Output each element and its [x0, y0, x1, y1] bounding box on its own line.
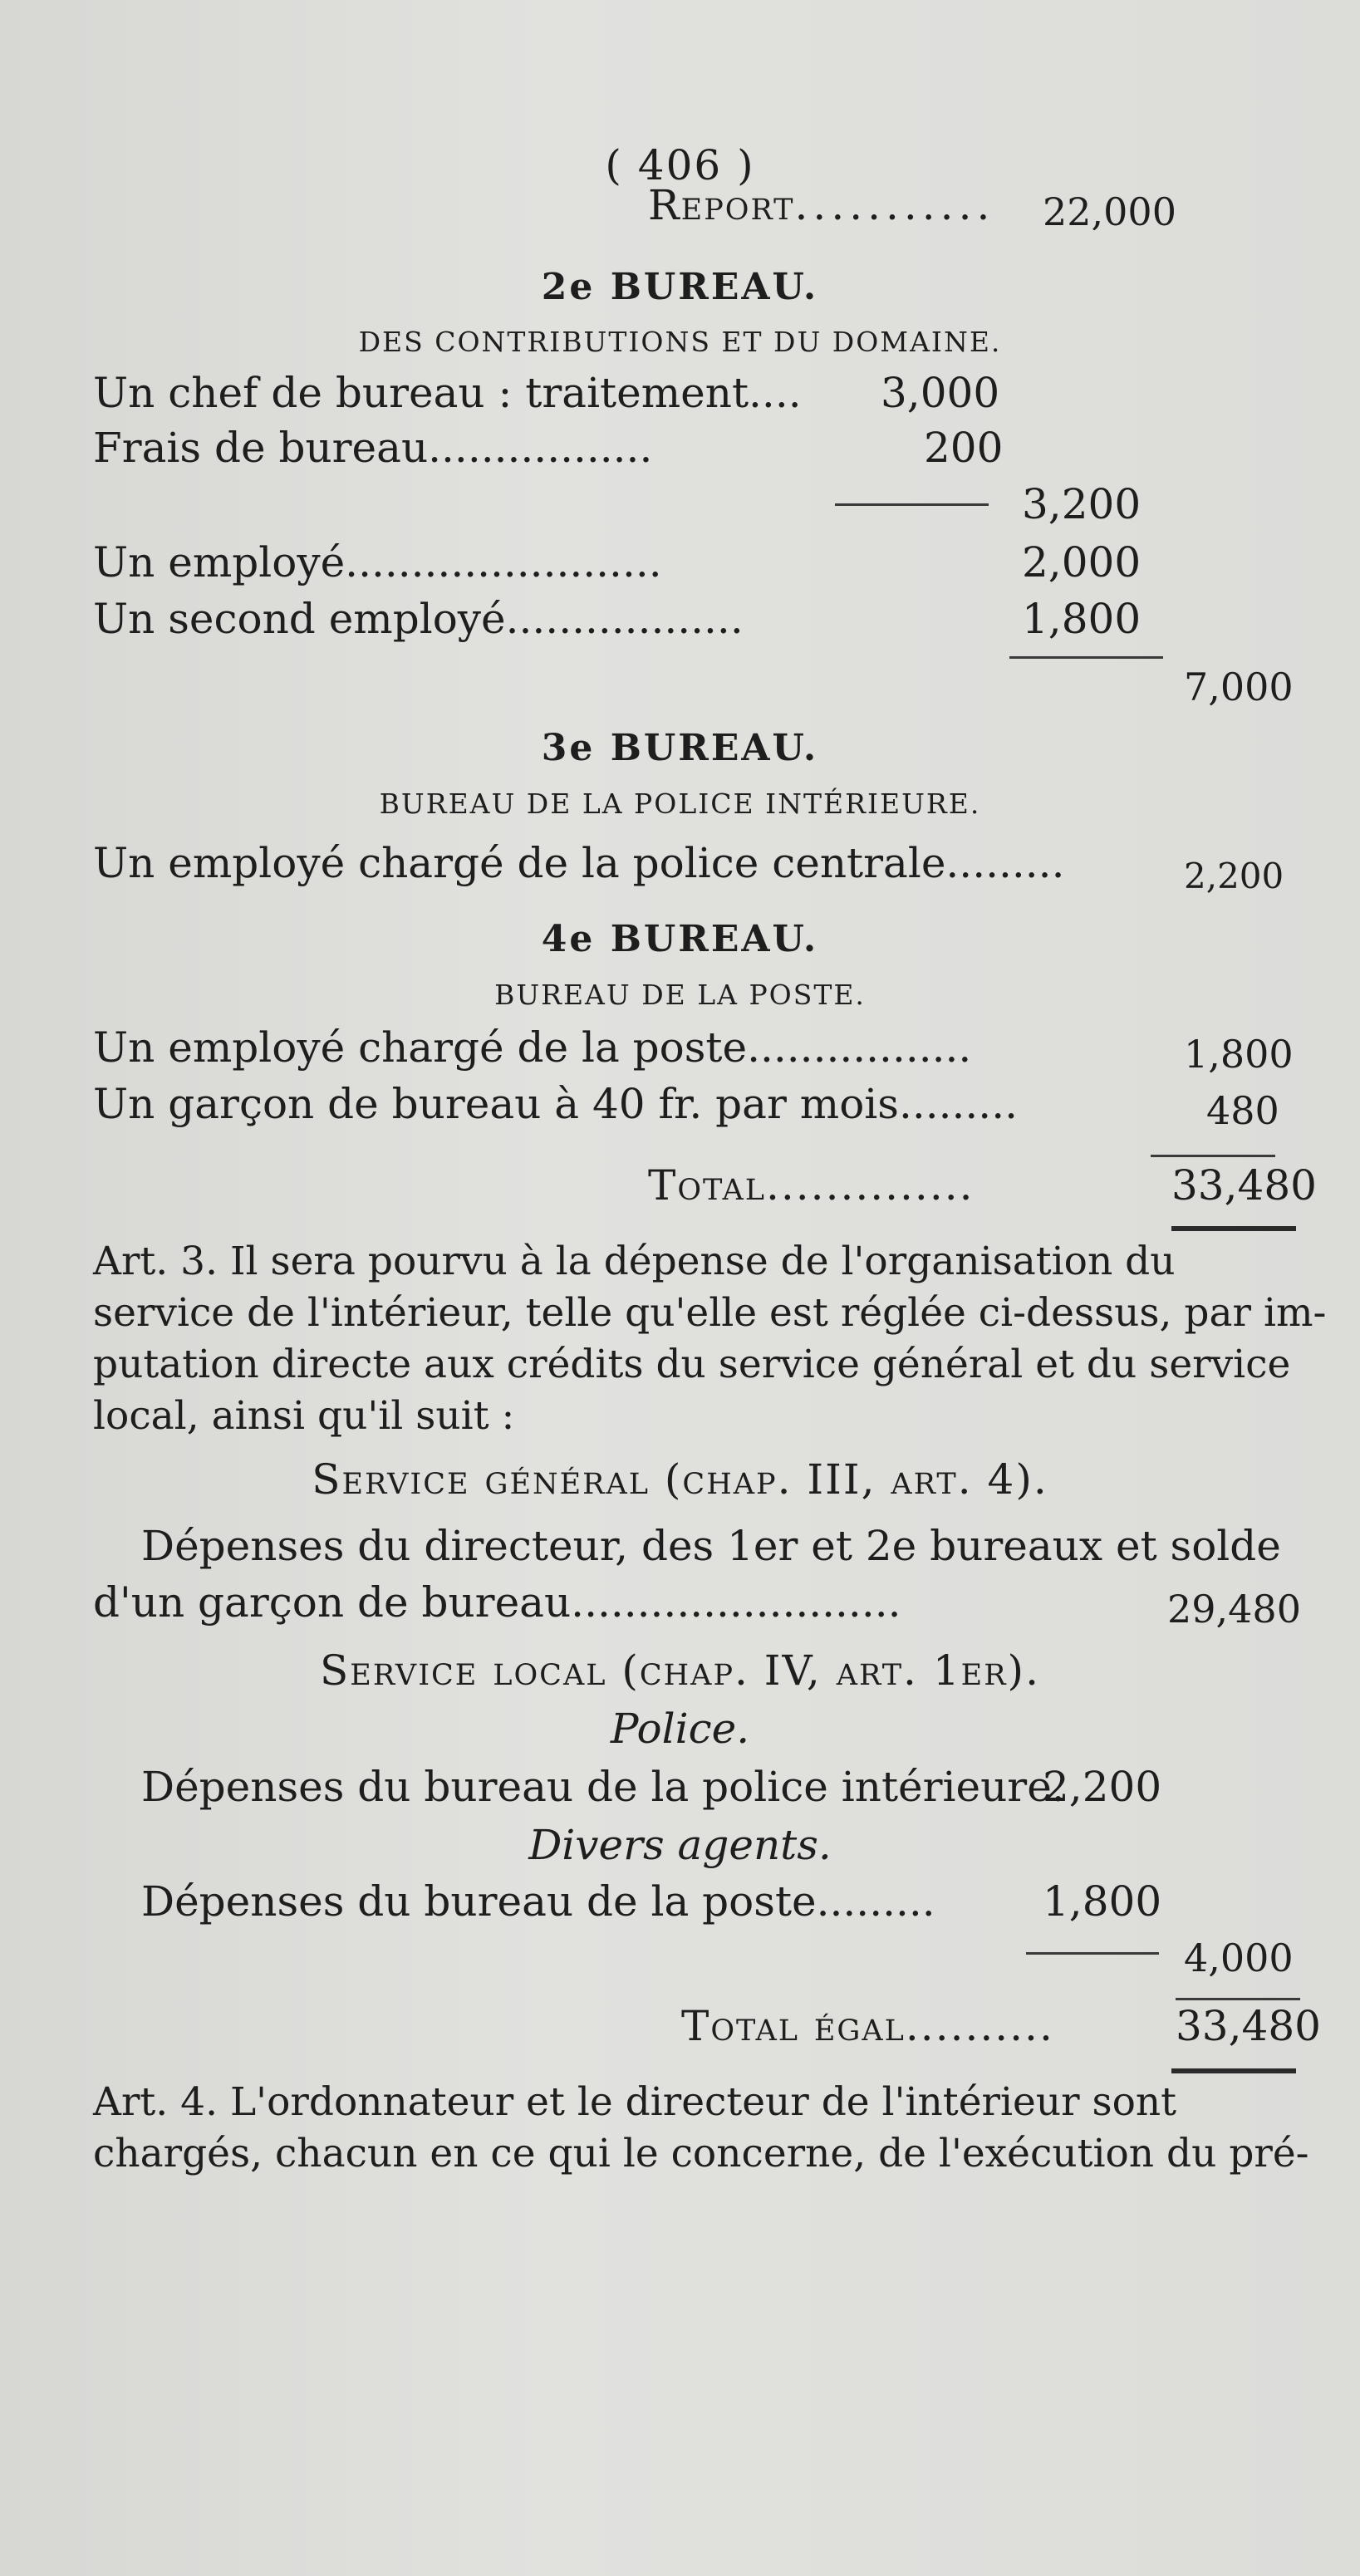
service-general-value: 29,480	[1167, 1587, 1301, 1631]
art3-paragraph	[93, 1236, 1327, 1442]
bureau2-value-subtotal: 3,200	[1022, 480, 1142, 528]
bureau2-title: 2e BUREAU.	[541, 266, 819, 308]
bureau4-value-garcon: 480	[1206, 1088, 1279, 1133]
bureau4-subtitle: BUREAU DE LA POSTE.	[494, 979, 866, 1011]
art4-paragraph	[93, 2077, 1309, 2180]
divers-value: 1,800	[1043, 1877, 1162, 1926]
service-local-subtotal: 4,000	[1184, 1936, 1294, 1980]
bureau2-total: 7,000	[1184, 665, 1294, 709]
bureau3-subtitle: BUREAU DE LA POLICE INTÉRIEURE.	[379, 788, 981, 820]
total-value: 33,480	[1171, 1161, 1317, 1209]
bureau2-value-second: 1,800	[1022, 595, 1142, 643]
report-line	[648, 181, 1038, 229]
bureau4-title: 4e BUREAU.	[541, 918, 819, 960]
art4-line-1: Art. 4. L'ordonnateur et le directeur de l'intérieur sont	[93, 2079, 1177, 2125]
bureau2-line-employe: Un employé........................	[93, 538, 662, 586]
bureau2-line-second: Un second employé..................	[93, 595, 744, 643]
total-label: Total..............	[648, 1161, 975, 1209]
divers-line: Dépenses du bureau de la poste.........	[141, 1877, 935, 1926]
report-value: 22,000	[1043, 189, 1176, 234]
total-egal-rule	[1176, 1998, 1300, 2000]
bureau2-value-chef: 3,000	[881, 369, 1000, 417]
art3-line-4: local, ainsi qu'il suit :	[93, 1393, 515, 1439]
service-general-line-1: Dépenses du directeur, des 1er et 2e bureaux et solde	[141, 1522, 1281, 1570]
service-general-line-2: d'un garçon de bureau.........................	[93, 1578, 901, 1627]
bureau3-value: 2,200	[1184, 856, 1284, 896]
page-number: ( 406 )	[605, 141, 755, 189]
art3-line-3: putation directe aux crédits du service général et du service	[93, 1342, 1291, 1387]
bureau2-subtitle: DES CONTRIBUTIONS ET DU DOMAINE.	[358, 326, 1002, 358]
service-general-heading: Service général (chap. III, art. 4).	[312, 1455, 1048, 1504]
police-heading: Police.	[610, 1705, 750, 1753]
service-local-rule	[1026, 1952, 1159, 1955]
bureau2-line-chef: Un chef de bureau : traitement....	[93, 369, 802, 417]
total-egal-value: 33,480	[1176, 2002, 1321, 2050]
police-line: Dépenses du bureau de la police intérieure.	[141, 1763, 1065, 1811]
bureau2-value-frais: 200	[924, 424, 1004, 472]
bureau2-rule-1	[835, 503, 989, 506]
report-dots: ...........	[794, 181, 995, 229]
bureau4-line-garcon: Un garçon de bureau à 40 fr. par mois.........	[93, 1080, 1018, 1128]
total-egal-double-rule	[1171, 2068, 1296, 2073]
police-value: 2,200	[1043, 1763, 1162, 1811]
bureau2-line-frais: Frais de bureau.................	[93, 424, 653, 472]
total-rule	[1151, 1155, 1275, 1157]
report-label: Report	[648, 181, 795, 229]
bureau2-rule-2	[1009, 656, 1163, 659]
bureau3-title: 3e BUREAU.	[541, 727, 819, 769]
art4-line-2: chargés, chacun en ce qui le concerne, de l'exécution du pré-	[93, 2131, 1309, 2176]
bureau3-line: Un employé chargé de la police centrale.........	[93, 839, 1065, 887]
bureau4-line-poste: Un employé chargé de la poste.................	[93, 1023, 972, 1072]
divers-agents-heading: Divers agents.	[528, 1821, 832, 1869]
bureau4-value-poste: 1,800	[1184, 1032, 1294, 1077]
total-double-rule	[1171, 1226, 1296, 1231]
art3-line-2: service de l'intérieur, telle qu'elle est réglée ci-dessus, par im-	[93, 1290, 1327, 1336]
art3-line-1: Art. 3. Il sera pourvu à la dépense de l'organisation du	[93, 1239, 1176, 1284]
bureau2-value-employe: 2,000	[1022, 538, 1142, 586]
service-local-heading: Service local (chap. IV, art. 1er).	[320, 1646, 1040, 1695]
total-egal-label: Total égal..........	[681, 2002, 1054, 2050]
